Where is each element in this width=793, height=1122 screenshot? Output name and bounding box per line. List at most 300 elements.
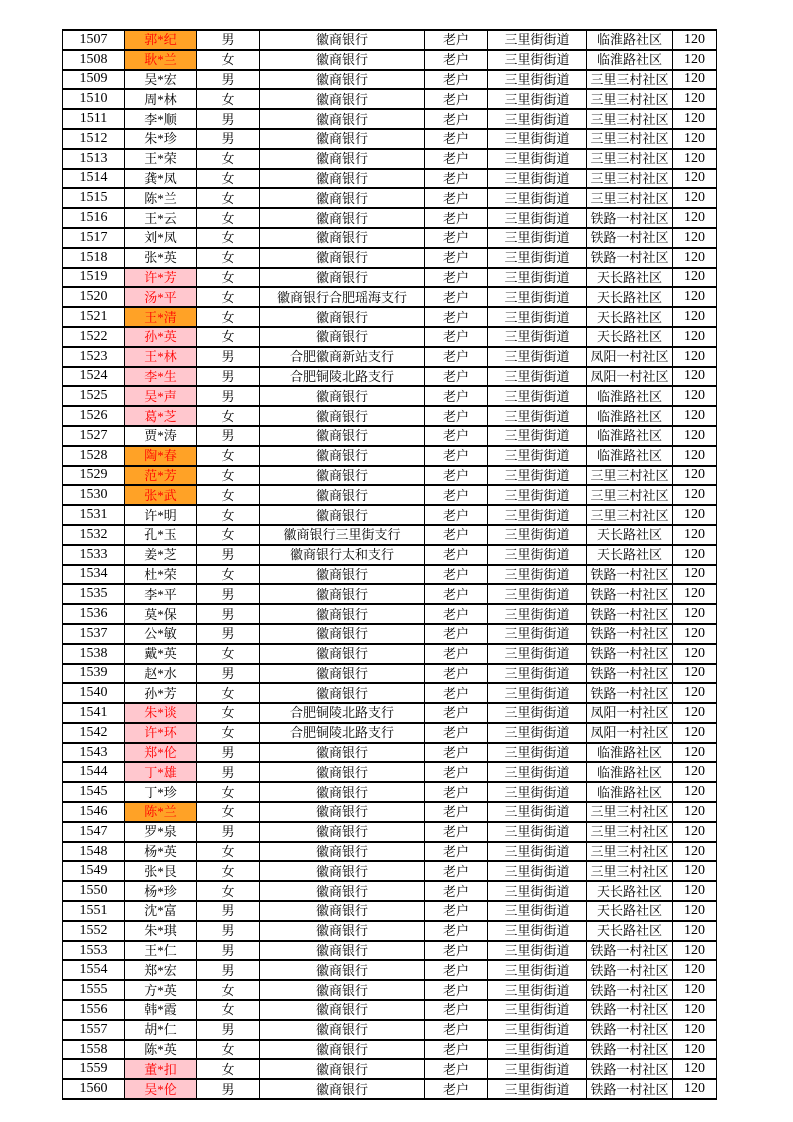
cell-street: 三里街街道 xyxy=(488,762,587,782)
table-row xyxy=(63,50,717,70)
cell-community: 三里三村社区 xyxy=(587,485,673,505)
cell-community: 三里三村社区 xyxy=(587,89,673,109)
cell-bank: 徽商银行 xyxy=(260,980,425,1000)
cell-bank: 合肥徽商新站支行 xyxy=(260,347,425,367)
cell-street: 三里街街道 xyxy=(488,169,587,189)
cell-amount: 120 xyxy=(673,762,717,782)
table-row xyxy=(63,307,717,327)
cell-community: 三里三村社区 xyxy=(587,109,673,129)
cell-street: 三里街街道 xyxy=(488,723,587,743)
cell-bank: 徽商银行 xyxy=(260,941,425,961)
cell-community: 天长路社区 xyxy=(587,901,673,921)
cell-amount: 120 xyxy=(673,426,717,446)
cell-amount: 120 xyxy=(673,188,717,208)
table-row xyxy=(63,386,717,406)
table-row xyxy=(63,1040,717,1060)
cell-amount: 120 xyxy=(673,1040,717,1060)
cell-gender: 男 xyxy=(197,1020,260,1040)
cell-amount: 120 xyxy=(673,624,717,644)
table-row xyxy=(63,921,717,941)
cell-community: 铁路一村社区 xyxy=(587,624,673,644)
cell-bank: 徽商银行 xyxy=(260,208,425,228)
cell-street: 三里街街道 xyxy=(488,129,587,149)
cell-community: 天长路社区 xyxy=(587,881,673,901)
cell-name: 杜*荣 xyxy=(125,565,197,585)
cell-amount: 120 xyxy=(673,664,717,684)
cell-id: 1519 xyxy=(63,268,125,288)
cell-street: 三里街街道 xyxy=(488,624,587,644)
cell-name: 朱*谈 xyxy=(125,703,197,723)
cell-gender: 女 xyxy=(197,861,260,881)
cell-bank: 徽商银行 xyxy=(260,188,425,208)
table-row xyxy=(63,188,717,208)
cell-bank: 徽商银行 xyxy=(260,50,425,70)
cell-community: 临淮路社区 xyxy=(587,743,673,763)
cell-bank: 徽商银行 xyxy=(260,683,425,703)
cell-name: 陈*兰 xyxy=(125,188,197,208)
cell-status: 老户 xyxy=(425,129,488,149)
cell-status: 老户 xyxy=(425,822,488,842)
cell-street: 三里街街道 xyxy=(488,248,587,268)
cell-id: 1516 xyxy=(63,208,125,228)
cell-id: 1555 xyxy=(63,980,125,1000)
cell-street: 三里街街道 xyxy=(488,347,587,367)
cell-id: 1528 xyxy=(63,446,125,466)
cell-amount: 120 xyxy=(673,1059,717,1079)
cell-name: 赵*水 xyxy=(125,664,197,684)
cell-community: 天长路社区 xyxy=(587,327,673,347)
cell-name: 汤*平 xyxy=(125,287,197,307)
cell-gender: 男 xyxy=(197,960,260,980)
table-row xyxy=(63,149,717,169)
cell-id: 1557 xyxy=(63,1020,125,1040)
cell-street: 三里街街道 xyxy=(488,604,587,624)
cell-id: 1539 xyxy=(63,664,125,684)
cell-id: 1549 xyxy=(63,861,125,881)
table-row xyxy=(63,703,717,723)
cell-community: 天长路社区 xyxy=(587,268,673,288)
cell-bank: 徽商银行 xyxy=(260,762,425,782)
cell-amount: 120 xyxy=(673,30,717,50)
cell-community: 三里三村社区 xyxy=(587,861,673,881)
cell-name: 陈*英 xyxy=(125,1040,197,1060)
cell-street: 三里街街道 xyxy=(488,802,587,822)
cell-amount: 120 xyxy=(673,406,717,426)
cell-status: 老户 xyxy=(425,881,488,901)
cell-status: 老户 xyxy=(425,307,488,327)
cell-community: 三里三村社区 xyxy=(587,802,673,822)
cell-street: 三里街街道 xyxy=(488,367,587,387)
cell-status: 老户 xyxy=(425,941,488,961)
cell-street: 三里街街道 xyxy=(488,208,587,228)
cell-bank: 徽商银行 xyxy=(260,327,425,347)
cell-bank: 徽商银行 xyxy=(260,406,425,426)
cell-name: 方*英 xyxy=(125,980,197,1000)
cell-id: 1542 xyxy=(63,723,125,743)
table-row xyxy=(63,802,717,822)
cell-status: 老户 xyxy=(425,703,488,723)
cell-status: 老户 xyxy=(425,426,488,446)
cell-name: 刘*凤 xyxy=(125,228,197,248)
cell-amount: 120 xyxy=(673,1020,717,1040)
cell-status: 老户 xyxy=(425,980,488,1000)
cell-name: 姜*芝 xyxy=(125,545,197,565)
cell-community: 铁路一村社区 xyxy=(587,683,673,703)
cell-street: 三里街街道 xyxy=(488,386,587,406)
cell-name: 杨*珍 xyxy=(125,881,197,901)
cell-street: 三里街街道 xyxy=(488,861,587,881)
cell-bank: 徽商银行 xyxy=(260,921,425,941)
cell-community: 铁路一村社区 xyxy=(587,980,673,1000)
table-row xyxy=(63,466,717,486)
cell-name: 张*武 xyxy=(125,485,197,505)
cell-id: 1543 xyxy=(63,743,125,763)
cell-community: 临淮路社区 xyxy=(587,762,673,782)
cell-status: 老户 xyxy=(425,208,488,228)
cell-id: 1546 xyxy=(63,802,125,822)
cell-name: 范*芳 xyxy=(125,466,197,486)
cell-id: 1544 xyxy=(63,762,125,782)
cell-bank: 徽商银行太和支行 xyxy=(260,545,425,565)
cell-bank: 合肥铜陵北路支行 xyxy=(260,703,425,723)
cell-amount: 120 xyxy=(673,327,717,347)
cell-amount: 120 xyxy=(673,545,717,565)
cell-gender: 男 xyxy=(197,70,260,90)
cell-status: 老户 xyxy=(425,327,488,347)
cell-id: 1529 xyxy=(63,466,125,486)
cell-bank: 徽商银行 xyxy=(260,1059,425,1079)
cell-community: 铁路一村社区 xyxy=(587,228,673,248)
cell-name: 丁*雄 xyxy=(125,762,197,782)
cell-amount: 120 xyxy=(673,169,717,189)
cell-street: 三里街街道 xyxy=(488,406,587,426)
cell-amount: 120 xyxy=(673,782,717,802)
cell-street: 三里街街道 xyxy=(488,307,587,327)
cell-name: 王*云 xyxy=(125,208,197,228)
cell-bank: 徽商银行 xyxy=(260,268,425,288)
cell-street: 三里街街道 xyxy=(488,485,587,505)
cell-amount: 120 xyxy=(673,1079,717,1099)
cell-status: 老户 xyxy=(425,287,488,307)
table-row xyxy=(63,30,717,50)
cell-name: 葛*芝 xyxy=(125,406,197,426)
cell-status: 老户 xyxy=(425,545,488,565)
cell-bank: 徽商银行 xyxy=(260,307,425,327)
cell-amount: 120 xyxy=(673,505,717,525)
cell-amount: 120 xyxy=(673,50,717,70)
beneficiary-table xyxy=(62,29,717,1100)
cell-amount: 120 xyxy=(673,347,717,367)
cell-id: 1509 xyxy=(63,70,125,90)
cell-gender: 女 xyxy=(197,505,260,525)
cell-bank: 合肥铜陵北路支行 xyxy=(260,367,425,387)
cell-street: 三里街街道 xyxy=(488,89,587,109)
cell-name: 孙*英 xyxy=(125,327,197,347)
cell-gender: 男 xyxy=(197,367,260,387)
cell-community: 铁路一村社区 xyxy=(587,941,673,961)
cell-amount: 120 xyxy=(673,109,717,129)
table-row xyxy=(63,1020,717,1040)
cell-bank: 徽商银行 xyxy=(260,89,425,109)
cell-name: 王*仁 xyxy=(125,941,197,961)
cell-amount: 120 xyxy=(673,466,717,486)
cell-street: 三里街街道 xyxy=(488,149,587,169)
cell-community: 铁路一村社区 xyxy=(587,1079,673,1099)
table-row xyxy=(63,1000,717,1020)
cell-status: 老户 xyxy=(425,149,488,169)
cell-name: 张*艮 xyxy=(125,861,197,881)
cell-name: 郑*伦 xyxy=(125,743,197,763)
cell-gender: 男 xyxy=(197,743,260,763)
cell-community: 天长路社区 xyxy=(587,287,673,307)
cell-amount: 120 xyxy=(673,802,717,822)
cell-amount: 120 xyxy=(673,703,717,723)
cell-status: 老户 xyxy=(425,1020,488,1040)
cell-gender: 女 xyxy=(197,149,260,169)
cell-id: 1512 xyxy=(63,129,125,149)
cell-id: 1515 xyxy=(63,188,125,208)
cell-amount: 120 xyxy=(673,980,717,1000)
cell-gender: 女 xyxy=(197,446,260,466)
cell-id: 1522 xyxy=(63,327,125,347)
cell-id: 1511 xyxy=(63,109,125,129)
cell-gender: 男 xyxy=(197,1079,260,1099)
cell-community: 三里三村社区 xyxy=(587,842,673,862)
cell-status: 老户 xyxy=(425,1059,488,1079)
cell-community: 铁路一村社区 xyxy=(587,584,673,604)
cell-gender: 女 xyxy=(197,980,260,1000)
table-row xyxy=(63,406,717,426)
cell-street: 三里街街道 xyxy=(488,1020,587,1040)
cell-id: 1518 xyxy=(63,248,125,268)
cell-community: 临淮路社区 xyxy=(587,426,673,446)
table-row xyxy=(63,208,717,228)
cell-status: 老户 xyxy=(425,228,488,248)
cell-community: 天长路社区 xyxy=(587,545,673,565)
cell-status: 老户 xyxy=(425,762,488,782)
cell-street: 三里街街道 xyxy=(488,683,587,703)
cell-name: 龚*凤 xyxy=(125,169,197,189)
cell-name: 胡*仁 xyxy=(125,1020,197,1040)
cell-name: 许*芳 xyxy=(125,268,197,288)
cell-id: 1550 xyxy=(63,881,125,901)
cell-name: 沈*富 xyxy=(125,901,197,921)
cell-status: 老户 xyxy=(425,50,488,70)
cell-name: 李*平 xyxy=(125,584,197,604)
cell-gender: 男 xyxy=(197,941,260,961)
cell-amount: 120 xyxy=(673,386,717,406)
cell-street: 三里街街道 xyxy=(488,327,587,347)
cell-name: 李*生 xyxy=(125,367,197,387)
cell-bank: 徽商银行 xyxy=(260,169,425,189)
cell-street: 三里街街道 xyxy=(488,782,587,802)
cell-bank: 合肥铜陵北路支行 xyxy=(260,723,425,743)
table-row xyxy=(63,485,717,505)
cell-name: 许*明 xyxy=(125,505,197,525)
table-row xyxy=(63,347,717,367)
cell-name: 罗*泉 xyxy=(125,822,197,842)
cell-status: 老户 xyxy=(425,188,488,208)
cell-amount: 120 xyxy=(673,129,717,149)
cell-street: 三里街街道 xyxy=(488,70,587,90)
cell-street: 三里街街道 xyxy=(488,664,587,684)
cell-street: 三里街街道 xyxy=(488,268,587,288)
cell-id: 1538 xyxy=(63,644,125,664)
cell-gender: 男 xyxy=(197,584,260,604)
table-row xyxy=(63,228,717,248)
cell-status: 老户 xyxy=(425,723,488,743)
cell-street: 三里街街道 xyxy=(488,287,587,307)
cell-gender: 女 xyxy=(197,485,260,505)
cell-gender: 女 xyxy=(197,406,260,426)
cell-status: 老户 xyxy=(425,466,488,486)
cell-bank: 徽商银行 xyxy=(260,248,425,268)
cell-name: 李*顺 xyxy=(125,109,197,129)
cell-id: 1560 xyxy=(63,1079,125,1099)
cell-community: 三里三村社区 xyxy=(587,822,673,842)
cell-status: 老户 xyxy=(425,842,488,862)
cell-id: 1537 xyxy=(63,624,125,644)
cell-bank: 徽商银行 xyxy=(260,664,425,684)
cell-status: 老户 xyxy=(425,525,488,545)
cell-amount: 120 xyxy=(673,70,717,90)
cell-name: 吴*声 xyxy=(125,386,197,406)
cell-gender: 男 xyxy=(197,347,260,367)
cell-id: 1532 xyxy=(63,525,125,545)
cell-bank: 徽商银行 xyxy=(260,861,425,881)
cell-gender: 男 xyxy=(197,129,260,149)
cell-bank: 徽商银行 xyxy=(260,644,425,664)
cell-amount: 120 xyxy=(673,743,717,763)
cell-community: 铁路一村社区 xyxy=(587,1020,673,1040)
cell-amount: 120 xyxy=(673,822,717,842)
cell-id: 1530 xyxy=(63,485,125,505)
cell-community: 临淮路社区 xyxy=(587,782,673,802)
cell-status: 老户 xyxy=(425,30,488,50)
cell-bank: 徽商银行 xyxy=(260,386,425,406)
cell-id: 1527 xyxy=(63,426,125,446)
table-row xyxy=(63,545,717,565)
cell-gender: 女 xyxy=(197,248,260,268)
cell-bank: 徽商银行 xyxy=(260,960,425,980)
table-row xyxy=(63,881,717,901)
table-row xyxy=(63,960,717,980)
table-row xyxy=(63,70,717,90)
cell-gender: 女 xyxy=(197,1000,260,1020)
cell-id: 1553 xyxy=(63,941,125,961)
cell-gender: 女 xyxy=(197,89,260,109)
cell-id: 1535 xyxy=(63,584,125,604)
cell-bank: 徽商银行 xyxy=(260,1079,425,1099)
cell-status: 老户 xyxy=(425,109,488,129)
cell-name: 陈*兰 xyxy=(125,802,197,822)
cell-amount: 120 xyxy=(673,149,717,169)
table-row xyxy=(63,782,717,802)
cell-amount: 120 xyxy=(673,644,717,664)
cell-name: 杨*英 xyxy=(125,842,197,862)
cell-community: 三里三村社区 xyxy=(587,505,673,525)
cell-street: 三里街街道 xyxy=(488,901,587,921)
cell-community: 铁路一村社区 xyxy=(587,248,673,268)
cell-amount: 120 xyxy=(673,723,717,743)
cell-bank: 徽商银行 xyxy=(260,901,425,921)
cell-id: 1551 xyxy=(63,901,125,921)
cell-community: 凤阳一村社区 xyxy=(587,703,673,723)
cell-street: 三里街街道 xyxy=(488,1059,587,1079)
cell-status: 老户 xyxy=(425,406,488,426)
cell-name: 王*清 xyxy=(125,307,197,327)
cell-amount: 120 xyxy=(673,842,717,862)
cell-amount: 120 xyxy=(673,485,717,505)
cell-id: 1520 xyxy=(63,287,125,307)
cell-name: 戴*英 xyxy=(125,644,197,664)
cell-gender: 女 xyxy=(197,50,260,70)
table-row xyxy=(63,624,717,644)
cell-amount: 120 xyxy=(673,683,717,703)
cell-community: 三里三村社区 xyxy=(587,169,673,189)
cell-street: 三里街街道 xyxy=(488,743,587,763)
cell-gender: 女 xyxy=(197,228,260,248)
cell-street: 三里街街道 xyxy=(488,644,587,664)
cell-id: 1540 xyxy=(63,683,125,703)
table-row xyxy=(63,505,717,525)
cell-gender: 男 xyxy=(197,822,260,842)
cell-amount: 120 xyxy=(673,525,717,545)
table-row xyxy=(63,1059,717,1079)
cell-amount: 120 xyxy=(673,287,717,307)
cell-name: 周*林 xyxy=(125,89,197,109)
cell-bank: 徽商银行 xyxy=(260,426,425,446)
table-body xyxy=(63,30,717,1099)
cell-name: 董*扣 xyxy=(125,1059,197,1079)
cell-street: 三里街街道 xyxy=(488,505,587,525)
cell-street: 三里街街道 xyxy=(488,446,587,466)
cell-id: 1508 xyxy=(63,50,125,70)
cell-amount: 120 xyxy=(673,941,717,961)
table-row xyxy=(63,446,717,466)
table-row xyxy=(63,901,717,921)
cell-bank: 徽商银行 xyxy=(260,1040,425,1060)
cell-id: 1531 xyxy=(63,505,125,525)
cell-gender: 女 xyxy=(197,1059,260,1079)
cell-status: 老户 xyxy=(425,386,488,406)
cell-gender: 男 xyxy=(197,109,260,129)
cell-status: 老户 xyxy=(425,565,488,585)
cell-bank: 徽商银行 xyxy=(260,228,425,248)
cell-status: 老户 xyxy=(425,1040,488,1060)
cell-status: 老户 xyxy=(425,248,488,268)
table-row xyxy=(63,604,717,624)
cell-status: 老户 xyxy=(425,505,488,525)
cell-street: 三里街街道 xyxy=(488,228,587,248)
cell-street: 三里街街道 xyxy=(488,980,587,1000)
cell-amount: 120 xyxy=(673,901,717,921)
table-row xyxy=(63,683,717,703)
cell-id: 1521 xyxy=(63,307,125,327)
cell-gender: 女 xyxy=(197,565,260,585)
cell-community: 铁路一村社区 xyxy=(587,1059,673,1079)
cell-amount: 120 xyxy=(673,584,717,604)
cell-status: 老户 xyxy=(425,802,488,822)
cell-status: 老户 xyxy=(425,960,488,980)
cell-status: 老户 xyxy=(425,664,488,684)
cell-street: 三里街街道 xyxy=(488,921,587,941)
table-row xyxy=(63,723,717,743)
cell-bank: 徽商银行 xyxy=(260,782,425,802)
cell-status: 老户 xyxy=(425,743,488,763)
cell-name: 孙*芳 xyxy=(125,683,197,703)
cell-bank: 徽商银行 xyxy=(260,505,425,525)
